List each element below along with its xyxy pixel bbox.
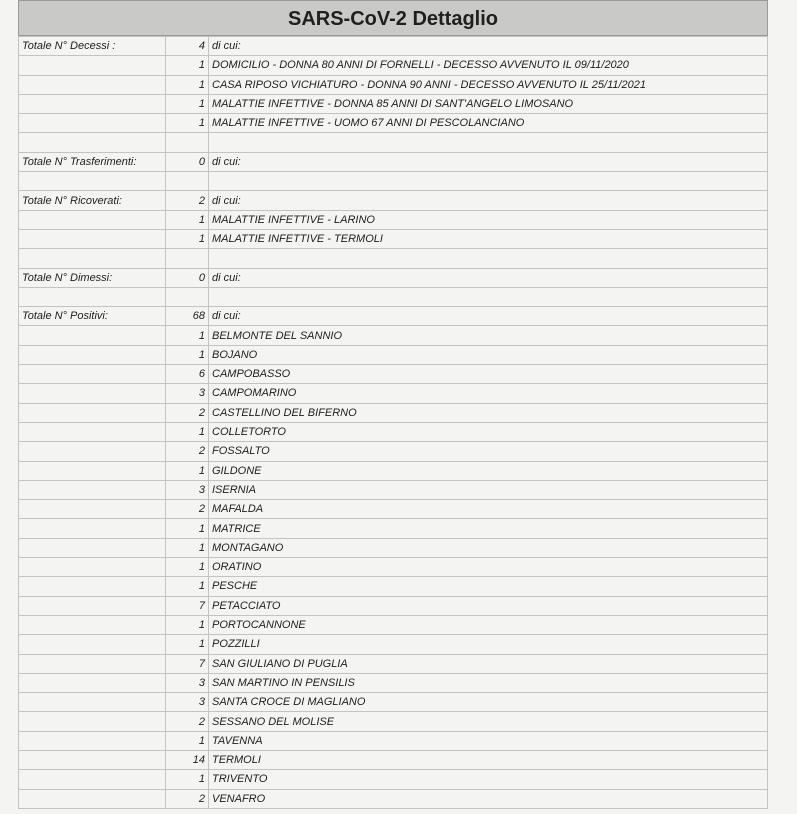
table-row [19, 635, 768, 654]
row-text [209, 249, 768, 268]
row-label: Totale N° Ricoverati: [19, 191, 166, 210]
row-text: di cui: [209, 307, 768, 326]
row-count: 1 [166, 558, 209, 577]
row-text: MONTAGANO [209, 538, 768, 557]
row-text: PESCHE [209, 577, 768, 596]
row-count: 2 [166, 712, 209, 731]
row-count: 2 [166, 191, 209, 210]
row-count: 1 [166, 75, 209, 94]
row-label [19, 422, 166, 441]
row-count: 1 [166, 56, 209, 75]
row-text: BELMONTE DEL SANNIO [209, 326, 768, 345]
row-label [19, 114, 166, 133]
table-row [19, 558, 768, 577]
table-row [19, 615, 768, 634]
row-count: 3 [166, 673, 209, 692]
table-row [19, 538, 768, 557]
row-text: CASTELLINO DEL BIFERNO [209, 403, 768, 422]
table-row [19, 307, 768, 326]
row-count [166, 172, 209, 191]
row-label [19, 384, 166, 403]
table-row [19, 210, 768, 229]
table-row [19, 191, 768, 210]
table-row [19, 229, 768, 248]
row-count: 3 [166, 384, 209, 403]
row-label [19, 249, 166, 268]
row-count: 1 [166, 326, 209, 345]
table-row [19, 461, 768, 480]
row-count: 2 [166, 403, 209, 422]
row-count: 68 [166, 307, 209, 326]
row-count: 7 [166, 596, 209, 615]
row-text: di cui: [209, 268, 768, 287]
row-label [19, 210, 166, 229]
table-row [19, 94, 768, 113]
row-label [19, 480, 166, 499]
table-row [19, 403, 768, 422]
row-text: FOSSALTO [209, 442, 768, 461]
table-row [19, 442, 768, 461]
row-count: 1 [166, 731, 209, 750]
row-count: 0 [166, 268, 209, 287]
row-label [19, 693, 166, 712]
row-label [19, 365, 166, 384]
row-text: POZZILLI [209, 635, 768, 654]
row-count: 1 [166, 422, 209, 441]
table-row [19, 673, 768, 692]
row-label [19, 94, 166, 113]
row-text: VENAFRO [209, 789, 768, 808]
table-row [19, 654, 768, 673]
row-text [209, 172, 768, 191]
row-label [19, 442, 166, 461]
table-row [19, 519, 768, 538]
table-row [19, 56, 768, 75]
row-count: 1 [166, 229, 209, 248]
row-label [19, 229, 166, 248]
row-text: PORTOCANNONE [209, 615, 768, 634]
row-text: SESSANO DEL MOLISE [209, 712, 768, 731]
row-label [19, 172, 166, 191]
table-row [19, 693, 768, 712]
row-text: TERMOLI [209, 750, 768, 769]
row-text: MALATTIE INFETTIVE - TERMOLI [209, 229, 768, 248]
table-row [19, 152, 768, 171]
detail-table [18, 36, 768, 809]
table-row [19, 172, 768, 191]
row-text: CASA RIPOSO VICHIATURO - DONNA 90 ANNI - DECESSO AVVENUTO IL 25/11/2021 [209, 75, 768, 94]
row-count: 2 [166, 500, 209, 519]
table-row [19, 712, 768, 731]
table-row [19, 133, 768, 152]
row-count: 7 [166, 654, 209, 673]
row-label [19, 731, 166, 750]
row-count [166, 287, 209, 306]
row-text: MALATTIE INFETTIVE - UOMO 67 ANNI DI PESCOLANCIANO [209, 114, 768, 133]
row-text: GILDONE [209, 461, 768, 480]
row-label [19, 287, 166, 306]
table-row [19, 75, 768, 94]
row-label [19, 75, 166, 94]
row-label: Totale N° Decessi : [19, 37, 166, 56]
row-label [19, 654, 166, 673]
row-count: 3 [166, 693, 209, 712]
row-text: MALATTIE INFETTIVE - DONNA 85 ANNI DI SANT'ANGELO LIMOSANO [209, 94, 768, 113]
row-count: 1 [166, 94, 209, 113]
row-text: SAN GIULIANO DI PUGLIA [209, 654, 768, 673]
table-row [19, 268, 768, 287]
row-count: 0 [166, 152, 209, 171]
row-text: BOJANO [209, 345, 768, 364]
row-text: SANTA CROCE DI MAGLIANO [209, 693, 768, 712]
row-label [19, 577, 166, 596]
row-count: 4 [166, 37, 209, 56]
table-row [19, 422, 768, 441]
row-label [19, 500, 166, 519]
row-count: 1 [166, 577, 209, 596]
row-count: 3 [166, 480, 209, 499]
row-label [19, 789, 166, 808]
row-label [19, 133, 166, 152]
row-label: Totale N° Dimessi: [19, 268, 166, 287]
row-label [19, 750, 166, 769]
row-text [209, 287, 768, 306]
row-count: 1 [166, 114, 209, 133]
row-label [19, 403, 166, 422]
table-row [19, 114, 768, 133]
row-label [19, 558, 166, 577]
row-count: 1 [166, 770, 209, 789]
row-text: di cui: [209, 37, 768, 56]
row-text: SAN MARTINO IN PENSILIS [209, 673, 768, 692]
row-text: di cui: [209, 191, 768, 210]
row-text: TRIVENTO [209, 770, 768, 789]
table-row [19, 326, 768, 345]
row-label [19, 673, 166, 692]
detail-sheet [18, 0, 768, 809]
table-row [19, 770, 768, 789]
table-row [19, 577, 768, 596]
table-row [19, 480, 768, 499]
row-text: PETACCIATO [209, 596, 768, 615]
row-count: 1 [166, 345, 209, 364]
row-count: 1 [166, 615, 209, 634]
row-label [19, 770, 166, 789]
row-count: 1 [166, 519, 209, 538]
row-text: TAVENNA [209, 731, 768, 750]
row-text: MATRICE [209, 519, 768, 538]
row-label [19, 326, 166, 345]
row-count: 1 [166, 635, 209, 654]
row-text: di cui: [209, 152, 768, 171]
row-text: CAMPOBASSO [209, 365, 768, 384]
table-row [19, 37, 768, 56]
row-label [19, 596, 166, 615]
row-label [19, 635, 166, 654]
row-label [19, 461, 166, 480]
row-text: MALATTIE INFETTIVE - LARINO [209, 210, 768, 229]
table-row [19, 789, 768, 808]
row-label: Totale N° Trasferimenti: [19, 152, 166, 171]
page-title: SARS-CoV-2 Dettaglio [18, 0, 768, 36]
row-count: 2 [166, 789, 209, 808]
row-label [19, 538, 166, 557]
row-label [19, 615, 166, 634]
table-row [19, 596, 768, 615]
table-row [19, 384, 768, 403]
row-text: DOMICILIO - DONNA 80 ANNI DI FORNELLI - DECESSO AVVENUTO IL 09/11/2020 [209, 56, 768, 75]
row-count: 2 [166, 442, 209, 461]
row-count: 1 [166, 461, 209, 480]
row-count: 6 [166, 365, 209, 384]
row-count [166, 249, 209, 268]
row-text: MAFALDA [209, 500, 768, 519]
table-row [19, 365, 768, 384]
row-text [209, 133, 768, 152]
table-row [19, 287, 768, 306]
row-text: ORATINO [209, 558, 768, 577]
row-label [19, 519, 166, 538]
row-text: CAMPOMARINO [209, 384, 768, 403]
table-row [19, 731, 768, 750]
row-label [19, 712, 166, 731]
row-label [19, 56, 166, 75]
row-count: 14 [166, 750, 209, 769]
row-count: 1 [166, 538, 209, 557]
table-row [19, 249, 768, 268]
row-label: Totale N° Positivi: [19, 307, 166, 326]
row-count [166, 133, 209, 152]
table-row [19, 345, 768, 364]
table-row [19, 750, 768, 769]
row-count: 1 [166, 210, 209, 229]
row-label [19, 345, 166, 364]
row-text: COLLETORTO [209, 422, 768, 441]
table-row [19, 500, 768, 519]
row-text: ISERNIA [209, 480, 768, 499]
